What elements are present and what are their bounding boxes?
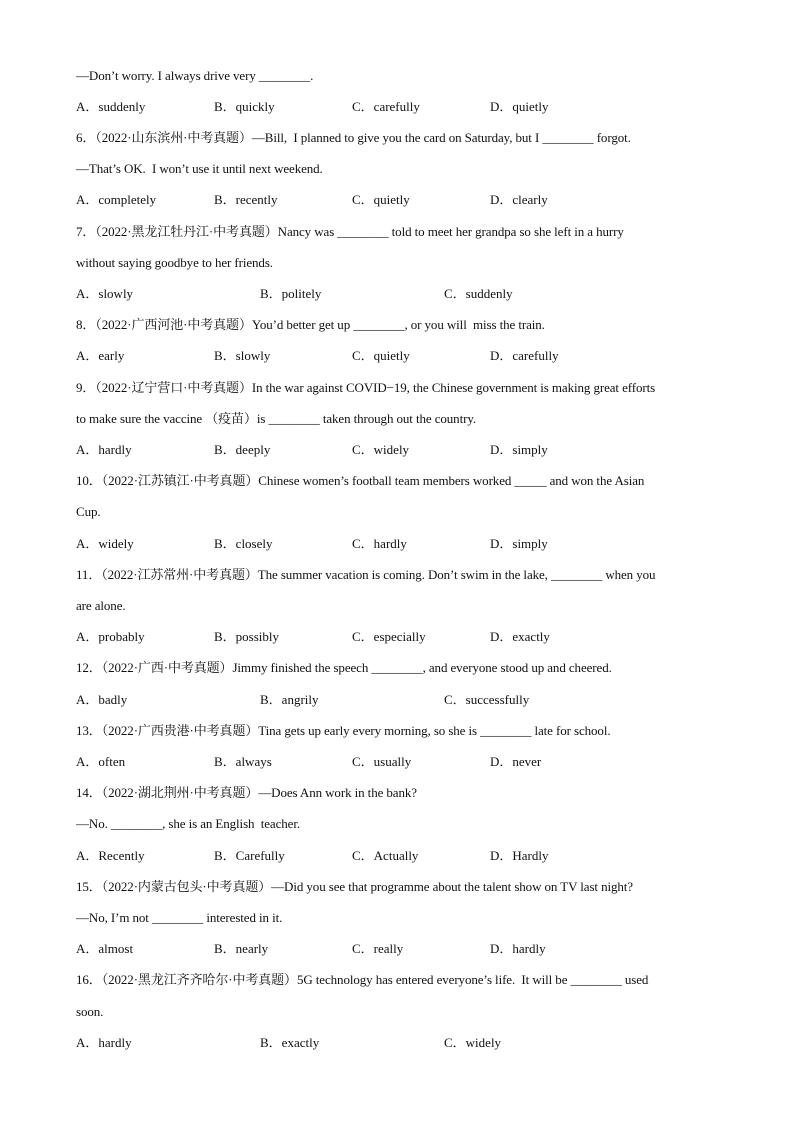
question-9-stem-cont: to make sure the vaccine （疫苗）is ________ taken through out the country. <box>76 411 477 426</box>
option-a: A．almost <box>76 941 134 956</box>
option-d: D．simply <box>490 442 548 457</box>
option-a: A．widely <box>76 536 134 551</box>
option-c: C．successfully <box>444 692 530 707</box>
question-8-stem: 8．（2022·广西河池·中考真题）You’d better get up ________, or you will miss the train. <box>76 317 545 332</box>
option-d: D．simply <box>490 536 548 551</box>
question-10-stem: 10．（2022·江苏镇江·中考真题）Chinese women’s football team members worked _____ and won the Asian <box>76 473 645 488</box>
question-10-options <box>76 536 776 552</box>
question-15-stem: 15．（2022·内蒙古包头·中考真题）—Did you see that programme about the talent show on TV last night? <box>76 879 633 894</box>
option-a: A．probably <box>76 629 145 644</box>
option-d: D．hardly <box>490 941 546 956</box>
question-14-stem: 14．（2022·湖北荆州·中考真题）—Does Ann work in the bank? <box>76 785 417 800</box>
option-c: C．suddenly <box>444 286 513 301</box>
question-8-options <box>76 348 776 364</box>
question-16-stem-cont: soon. <box>76 1004 104 1019</box>
question-5-reply: —Don’t worry. I always drive very ________. <box>76 68 314 83</box>
option-b: B．possibly <box>214 629 280 644</box>
option-a: A．completely <box>76 192 157 207</box>
question-6-reply: —That’s OK. I won’t use it until next weekend. <box>76 161 323 176</box>
option-d: D．exactly <box>490 629 550 644</box>
question-13-stem: 13．（2022·广西贵港·中考真题）Tina gets up early every morning, so she is ________ late for school. <box>76 723 611 738</box>
question-15-reply: —No, I’m not ________ interested in it. <box>76 910 283 925</box>
question-6-options <box>76 192 776 208</box>
option-c: C．quietly <box>352 348 410 363</box>
question-5-options <box>76 99 776 115</box>
question-7-options <box>76 286 776 302</box>
option-c: C．widely <box>444 1035 502 1050</box>
option-c: C．usually <box>352 754 412 769</box>
option-c: C．really <box>352 941 404 956</box>
question-10-stem-cont: Cup. <box>76 504 101 519</box>
option-d: D．clearly <box>490 192 548 207</box>
question-16-options <box>76 1035 776 1051</box>
option-c: C．Actually <box>352 848 419 863</box>
option-a: A．slowly <box>76 286 134 301</box>
option-c: C．carefully <box>352 99 420 114</box>
option-a: A．early <box>76 348 125 363</box>
question-9-options <box>76 442 776 458</box>
option-b: B．nearly <box>214 941 269 956</box>
question-11-stem: 11．（2022·江苏常州·中考真题）The summer vacation is coming. Don’t swim in the lake, ________ when you <box>76 567 656 582</box>
option-a: A．suddenly <box>76 99 146 114</box>
question-14-options <box>76 848 776 864</box>
question-12-options <box>76 692 776 708</box>
option-a: A．badly <box>76 692 128 707</box>
option-b: B．politely <box>260 286 322 301</box>
option-b: B．quickly <box>214 99 275 114</box>
question-15-options <box>76 941 776 957</box>
question-12-stem: 12．（2022·广西·中考真题）Jimmy finished the speech ________, and everyone stood up and cheered. <box>76 660 612 675</box>
option-a: A．hardly <box>76 1035 132 1050</box>
option-b: B．recently <box>214 192 278 207</box>
question-14-reply: —No. ________, she is an English teacher. <box>76 816 300 831</box>
option-a: A．Recently <box>76 848 145 863</box>
option-d: D．never <box>490 754 542 769</box>
option-b: B．Carefully <box>214 848 285 863</box>
question-13-options <box>76 754 776 770</box>
question-11-options <box>76 629 776 645</box>
option-b: B．slowly <box>214 348 271 363</box>
option-b: B．always <box>214 754 272 769</box>
question-11-stem-cont: are alone. <box>76 598 126 613</box>
option-c: C．quietly <box>352 192 410 207</box>
option-c: C．widely <box>352 442 410 457</box>
option-a: A．often <box>76 754 126 769</box>
question-7-stem-cont: without saying goodbye to her friends. <box>76 255 273 270</box>
question-7-stem: 7．（2022·黑龙江牡丹江·中考真题）Nancy was ________ told to meet her grandpa so she left in a hurry <box>76 224 624 239</box>
question-9-stem: 9．（2022·辽宁营口·中考真题）In the war against COVID−19, the Chinese government is making great efforts <box>76 380 656 395</box>
option-c: C．hardly <box>352 536 407 551</box>
option-c: C．especially <box>352 629 426 644</box>
option-d: D．Hardly <box>490 848 549 863</box>
question-16-stem: 16．（2022·黑龙江齐齐哈尔·中考真题）5G technology has entered everyone’s life. It will be ________ used <box>76 972 649 987</box>
option-b: B．exactly <box>260 1035 320 1050</box>
option-a: A．hardly <box>76 442 132 457</box>
option-d: D．quietly <box>490 99 549 114</box>
option-d: D．carefully <box>490 348 559 363</box>
question-6-stem: 6．（2022·山东滨州·中考真题）—Bill, I planned to give you the card on Saturday, but I ________ forgot. <box>76 130 631 145</box>
option-b: B．angrily <box>260 692 319 707</box>
option-b: B．closely <box>214 536 273 551</box>
option-b: B．deeply <box>214 442 271 457</box>
